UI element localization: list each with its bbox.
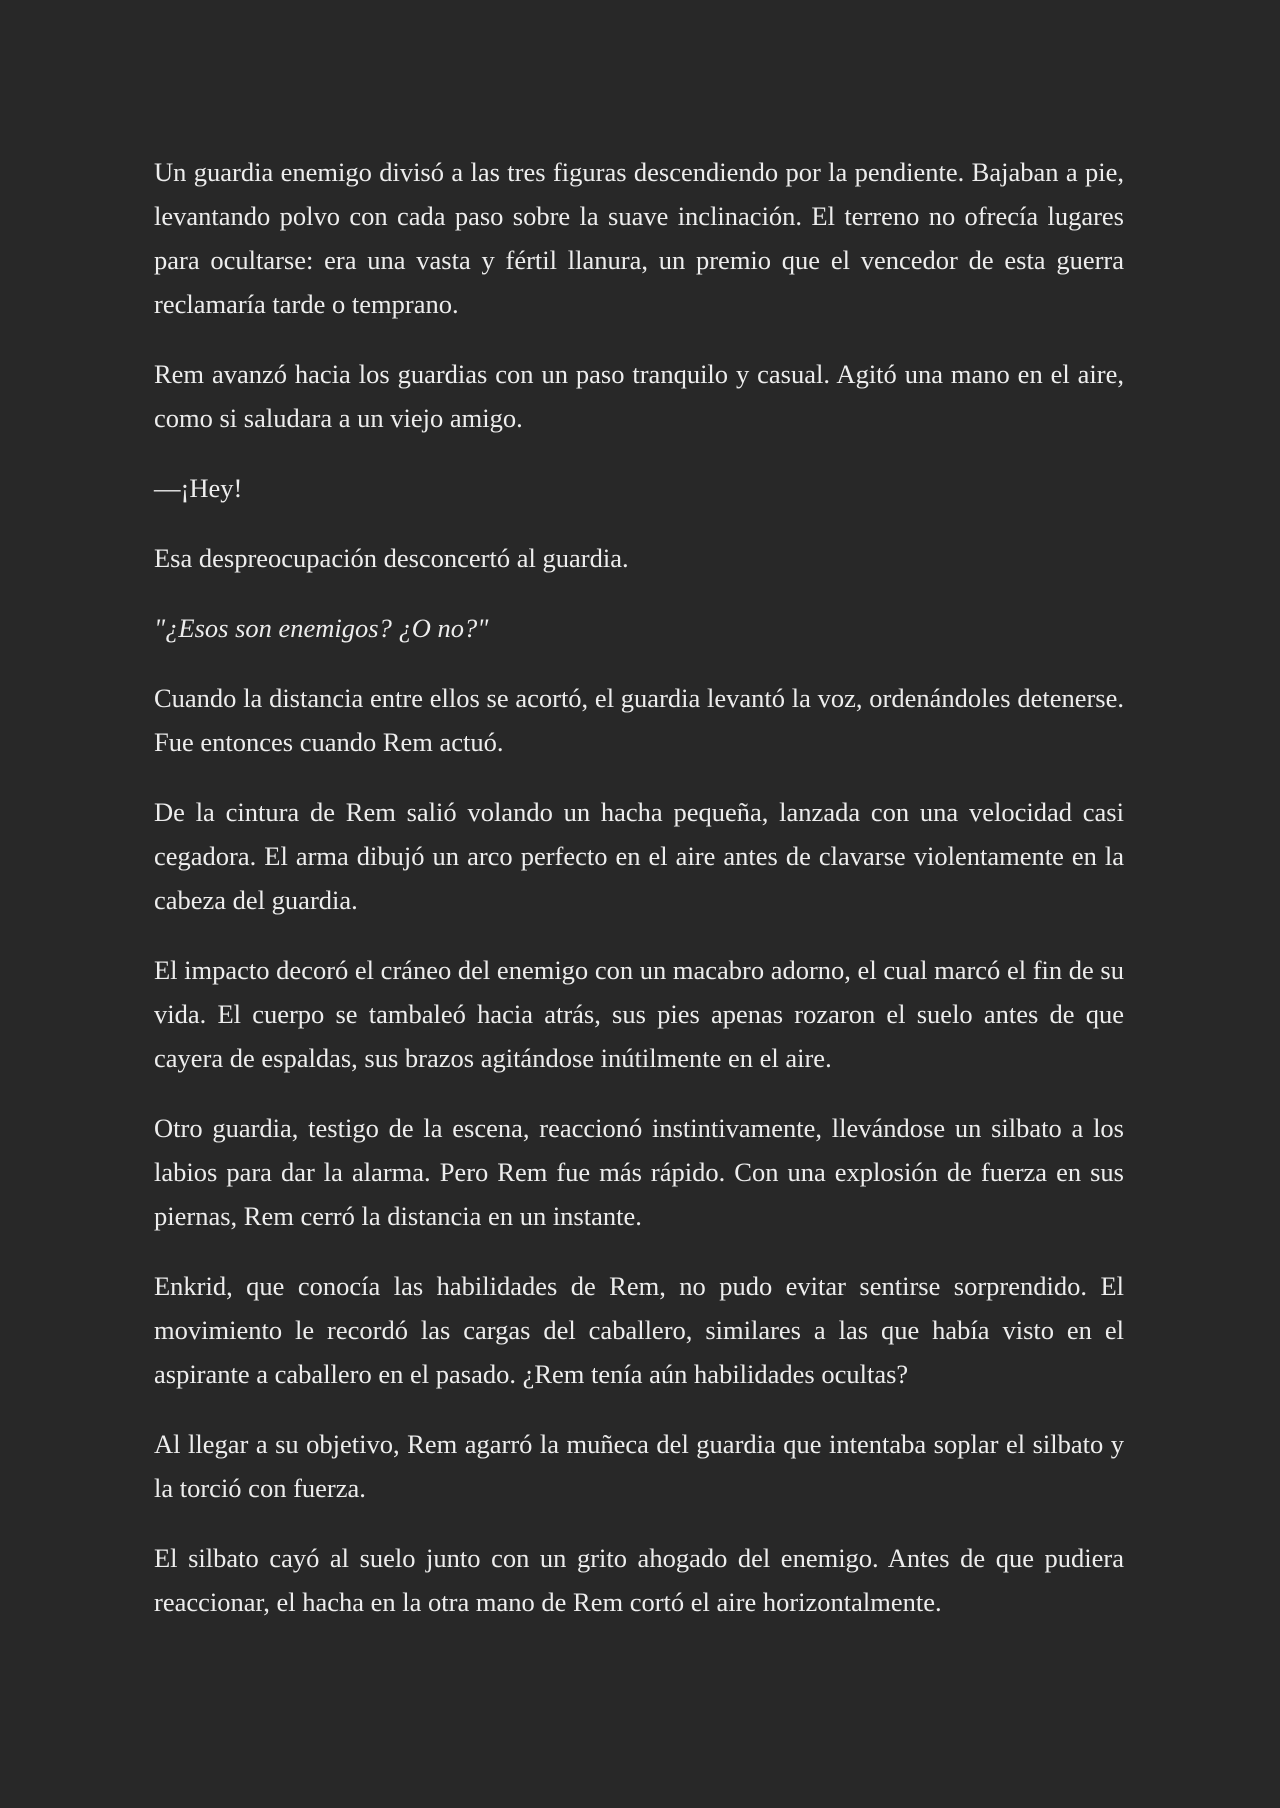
- paragraph-11: Al llegar a su objetivo, Rem agarró la muñeca del guardia que intentaba soplar el silbato y la torció con fuerza.: [154, 1429, 1124, 1503]
- paragraph-10: Enkrid, que conocía las habilidades de Rem, no pudo evitar sentirse sorprendido. El movimiento le recordó las cargas del caballero, similares a las que había visto en el aspirante a caballero en el pasado. ¿Rem tenía aún habilidades ocultas?: [154, 1271, 1124, 1389]
- chapter-text: [154, 150, 1124, 1650]
- paragraph-1: Un guardia enemigo divisó a las tres figuras descendiendo por la pendiente. Bajaban a pie, levantando polvo con cada paso sobre la suave inclinación. El terreno no ofrecía lugares para ocultarse: era una vasta y fértil llanura, un premio que el vencedor de esta guerra reclamaría tarde o temprano.: [154, 157, 1124, 319]
- paragraph-7: De la cintura de Rem salió volando un hacha pequeña, lanzada con una velocidad casi cegadora. El arma dibujó un arco perfecto en el aire antes de clavarse violentamente en la cabeza del guardia.: [154, 797, 1124, 915]
- paragraph-8: El impacto decoró el cráneo del enemigo con un macabro adorno, el cual marcó el fin de su vida. El cuerpo se tambaleó hacia atrás, sus pies apenas rozaron el suelo antes de que cayera de espaldas, sus brazos agitándose inútilmente en el aire.: [154, 955, 1124, 1073]
- paragraph-5-thought: "¿Esos son enemigos? ¿O no?": [154, 613, 489, 643]
- paragraph-9: Otro guardia, testigo de la escena, reaccionó instintivamente, llevándose un silbato a los labios para dar la alarma. Pero Rem fue más rápido. Con una explosión de fuerza en sus piernas, Rem cerró la distancia en un instante.: [154, 1113, 1124, 1231]
- paragraph-2: Rem avanzó hacia los guardias con un paso tranquilo y casual. Agitó una mano en el aire, como si saludara a un viejo amigo.: [154, 359, 1124, 433]
- paragraph-4: Esa despreocupación desconcertó al guardia.: [154, 543, 629, 573]
- paragraph-12: El silbato cayó al suelo junto con un grito ahogado del enemigo. Antes de que pudiera reaccionar, el hacha en la otra mano de Rem cortó el aire horizontalmente.: [154, 1543, 1124, 1617]
- paragraph-3: —¡Hey!: [154, 473, 243, 503]
- paragraph-6: Cuando la distancia entre ellos se acortó, el guardia levantó la voz, ordenándoles detenerse. Fue entonces cuando Rem actuó.: [154, 683, 1124, 757]
